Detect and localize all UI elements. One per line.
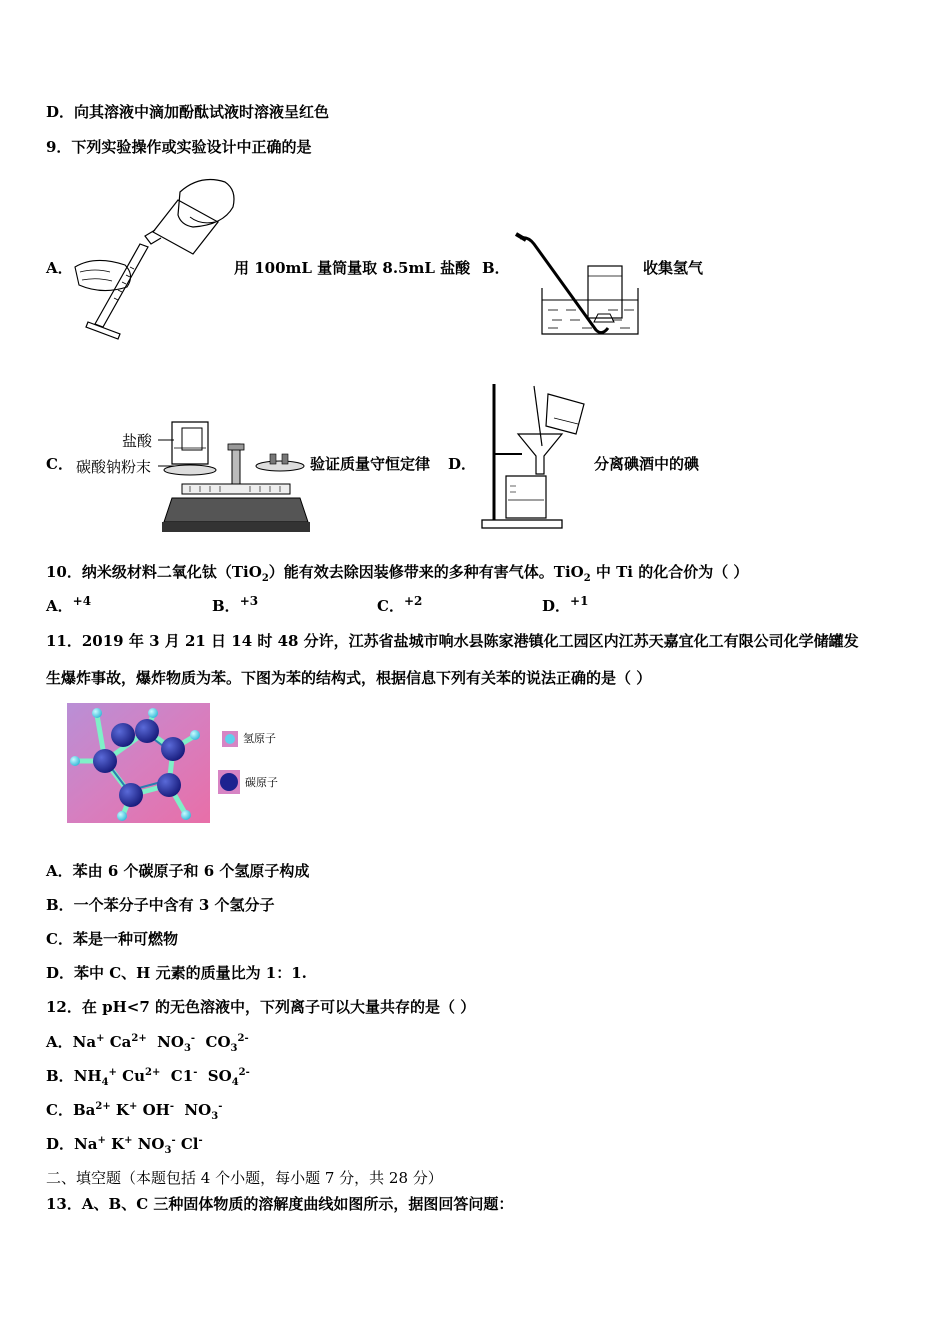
q9-b-figure-gas-collection: [512, 230, 642, 338]
q9-c-label: C．: [46, 455, 73, 473]
q12-option-a: A．Na+ $Ca^{2+}$ $NO_3^-$ $CO_3^{2-}$: [46, 1033, 249, 1054]
q10-option-c: C．$^{+2}$: [377, 594, 423, 615]
q9-d-figure-filtration: [478, 382, 593, 532]
q11-option-d: D．苯中 C、H 元素的质量比为 1：1.: [46, 964, 307, 982]
q9-d-caption: 分离碘酒中的碘: [594, 455, 700, 473]
q9-b-label: B．: [482, 259, 510, 277]
q9-d-label: D．: [448, 455, 477, 473]
legend-carbon-atom-icon: [218, 770, 240, 794]
legend-hydrogen-label: 氢原子: [243, 732, 276, 745]
q12-stem: 12．在 pH<7 的无色溶液中，下列离子可以大量共存的是（ ）: [46, 998, 476, 1016]
q9-a-figure-cylinder-pouring: [70, 172, 240, 342]
q10-option-b: B．$^{+3}$: [212, 594, 259, 615]
q12-option-b: B．$NH_4^+$ $Cu^{2+}$ C1- $SO_4^{2-}$: [46, 1067, 250, 1088]
q11-option-a: A．苯由 6 个碳原子和 6 个氢原子构成: [46, 862, 310, 880]
q12-option-c: C．$Ba^{2+}$ K+ OH- $NO_3^-$: [46, 1101, 223, 1122]
q11-stem-line2: 生爆炸事故，爆炸物质为苯。下图为苯的结构式，根据信息下列有关苯的说法正确的是（ ）: [46, 669, 652, 687]
q9-c-caption: 验证质量守恒定律: [310, 455, 431, 473]
q12-option-d: D．Na+ K+ $NO_3^-$ Cl-: [46, 1135, 203, 1156]
q8-option-d: D．向其溶液中滴加酚酞试液时溶液呈红色: [46, 103, 330, 121]
q9-c-fig-label-hcl: 盐酸: [122, 432, 153, 450]
q9-c-fig-label-powder: 碳酸钠粉末: [76, 458, 152, 476]
q9-b-caption: 收集氢气: [643, 259, 704, 277]
q10-stem: 10．纳米级材料二氧化钛（TiO$_2$）能有效去除因装修带来的多种有害气体。TiO$_2$ 中 Ti 的化合价为（ ）: [46, 563, 749, 584]
q9-c-figure-balance: [160, 418, 310, 538]
q11-benzene-model-image: [67, 703, 210, 823]
q10-option-d: D．$^{+1}$: [542, 594, 589, 615]
legend-carbon-label: 碳原子: [245, 776, 278, 789]
q9-a-label: A．: [46, 259, 73, 277]
section2-title: 二、填空题（本题包括 4 个小题，每小题 7 分，共 28 分）: [46, 1169, 443, 1187]
q11-option-c: C．苯是一种可燃物: [46, 930, 178, 948]
legend-hydrogen-atom-icon: [222, 731, 238, 747]
q11-option-b: B．一个苯分子中含有 3 个氢分子: [46, 896, 275, 914]
q9-stem: 9．下列实验操作或实验设计中正确的是: [46, 138, 312, 156]
q9-a-caption: 用 100mL 量筒量取 8.5mL 盐酸: [234, 259, 471, 277]
q10-option-a: A．$^{+4}$: [46, 594, 92, 615]
q13-stem: 13．A、B、C 三种固体物质的溶解度曲线如图所示，据图回答问题：: [46, 1195, 514, 1213]
q11-stem-line1: 11．2019 年 3 月 21 日 14 时 48 分许，江苏省盐城市响水县陈家港镇化工园区内江苏天嘉宜化工有限公司化学储罐发: [46, 632, 859, 650]
